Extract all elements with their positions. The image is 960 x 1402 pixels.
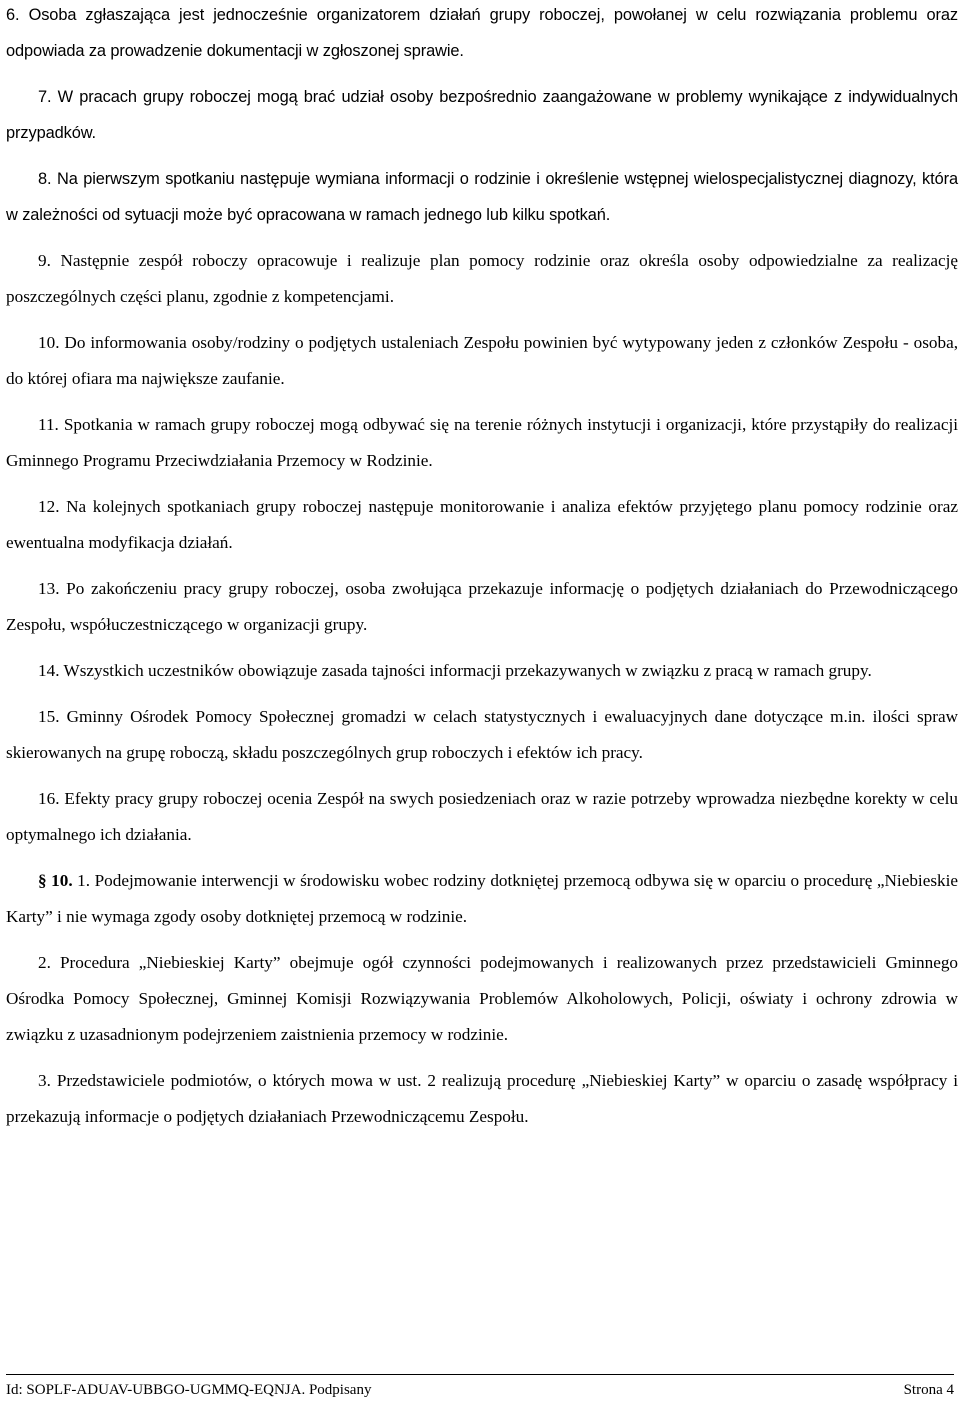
paragraph-text: Efekty pracy grupy roboczej ocenia Zespół na swych posiedzeniach oraz w razie potrzeby wprowadza niezbędne korekty w celu optymalnego ich działania.: [6, 789, 958, 844]
paragraph-number: 2.: [38, 953, 51, 972]
paragraph-13: [6, 571, 958, 643]
paragraph-text: Osoba zgłaszająca jest jednocześnie organizatorem działań grupy roboczej, powołanej w celu rozwiązania problemu oraz odpowiada za prowadzenie dokumentacji w zgłoszonej sprawie.: [6, 6, 958, 60]
paragraph-text: Następnie zespół roboczy opracowuje i realizuje plan pomocy rodzinie oraz określa osoby odpowiedzialne za realizację poszczególnych części planu, zgodnie z kompetencjami.: [6, 251, 958, 306]
section-number: § 10.: [38, 871, 73, 890]
paragraph-text: Spotkania w ramach grupy roboczej mogą odbywać się na terenie różnych instytucji i organizacji, które przystąpiły do realizacji Gminnego Programu Przeciwdziałania Przemocy w Rodzinie.: [6, 415, 958, 470]
paragraph-number: 12.: [38, 497, 60, 516]
page-number: Strona 4: [903, 1382, 954, 1398]
paragraph-text: Procedura „Niebieskiej Karty” obejmuje ogół czynności podejmowanych i realizowanych przez przedstawicieli Gminnego Ośrodka Pomocy Społecznej, Gminnej Komisji Rozwiązywania Problemów Alkoholowych, Policji, oświaty i ochrony zdrowia w związku z uzasadnionym podejrzeniem zaistnienia przemocy w rodzinie.: [6, 953, 959, 1044]
paragraph-7: [6, 79, 958, 151]
paragraph-12: [6, 489, 958, 561]
document-id: Id: SOPLF-ADUAV-UBBGO-UGMMQ-EQNJA. Podpisany: [6, 1382, 372, 1398]
paragraph-text: Wszystkich uczestników obowiązuje zasada tajności informacji przekazywanych w związku z pracą w ramach grupy.: [63, 661, 872, 680]
paragraph-number: 1.: [77, 871, 91, 890]
paragraph-number: 13.: [38, 579, 60, 598]
paragraph-text: Podejmowanie interwencji w środowisku wobec rodziny dotkniętej przemocą odbywa się w oparciu o procedurę „Niebieskie Karty” i nie wymaga zgody osoby dotkniętej przemocą w rodzinie.: [6, 871, 959, 926]
section-10-paragraph-3: [6, 1063, 958, 1135]
paragraph-16: [6, 781, 958, 853]
paragraph-9: [6, 243, 958, 315]
paragraph-text: Przedstawiciele podmiotów, o których mowa w ust. 2 realizują procedurę „Niebieskiej Karty” w oparciu o zasadę współpracy i przekazują informacje o podjętych działaniach Przewodniczącemu Zespołu.: [6, 1071, 959, 1126]
paragraph-number: 9.: [38, 251, 51, 270]
paragraph-number: 11.: [38, 415, 59, 434]
paragraph-text: Na kolejnych spotkaniach grupy roboczej następuje monitorowanie i analiza efektów przyjętego planu pomocy rodzinie oraz ewentualna modyfikacja działań.: [6, 497, 958, 552]
paragraph-number: 10.: [38, 333, 60, 352]
paragraph-text: W pracach grupy roboczej mogą brać udział osoby bezpośrednio zaangażowane w problemy wynikające z indywidualnych przypadków.: [6, 88, 958, 142]
paragraph-6: [6, 0, 958, 69]
paragraph-8: [6, 161, 958, 233]
section-10-paragraph-2: [6, 945, 958, 1053]
paragraph-number: 8.: [38, 170, 52, 188]
paragraph-14: [6, 653, 958, 689]
paragraph-number: 16.: [38, 789, 60, 808]
paragraph-number: 6.: [6, 6, 20, 24]
paragraph-15: [6, 699, 958, 771]
paragraph-text: Do informowania osoby/rodziny o podjętych ustaleniach Zespołu powinien być wytypowany jeden z członków Zespołu - osoba, do której ofiara ma największe zaufanie.: [6, 333, 959, 388]
paragraph-number: 14.: [38, 661, 60, 680]
paragraph-text: Na pierwszym spotkaniu następuje wymiana informacji o rodzinie i określenie wstępnej wielospecjalistycznej diagnozy, która w zależności od sytuacji może być opracowana w ramach jednego lub kilku spotkań.: [6, 170, 958, 224]
paragraph-11: [6, 407, 958, 479]
footer-divider: [6, 1374, 954, 1375]
paragraph-number: 3.: [38, 1071, 51, 1090]
paragraph-10: [6, 325, 958, 397]
paragraph-number: 7.: [38, 88, 52, 106]
paragraph-text: Po zakończeniu pracy grupy roboczej, osoba zwołująca przekazuje informację o podjętych działaniach do Przewodniczącego Zespołu, współuczestniczącego w organizacji grupy.: [6, 579, 959, 634]
paragraph-number: 15.: [38, 707, 60, 726]
document-page: [6, 0, 958, 1135]
section-10-paragraph-1: [6, 863, 958, 935]
paragraph-text: Gminny Ośrodek Pomocy Społecznej gromadzi w celach statystycznych i ewaluacyjnych dane dotyczące m.in. ilości spraw skierowanych na grupę roboczą, składu poszczególnych grup roboczych i efektów ich pracy.: [6, 707, 958, 762]
